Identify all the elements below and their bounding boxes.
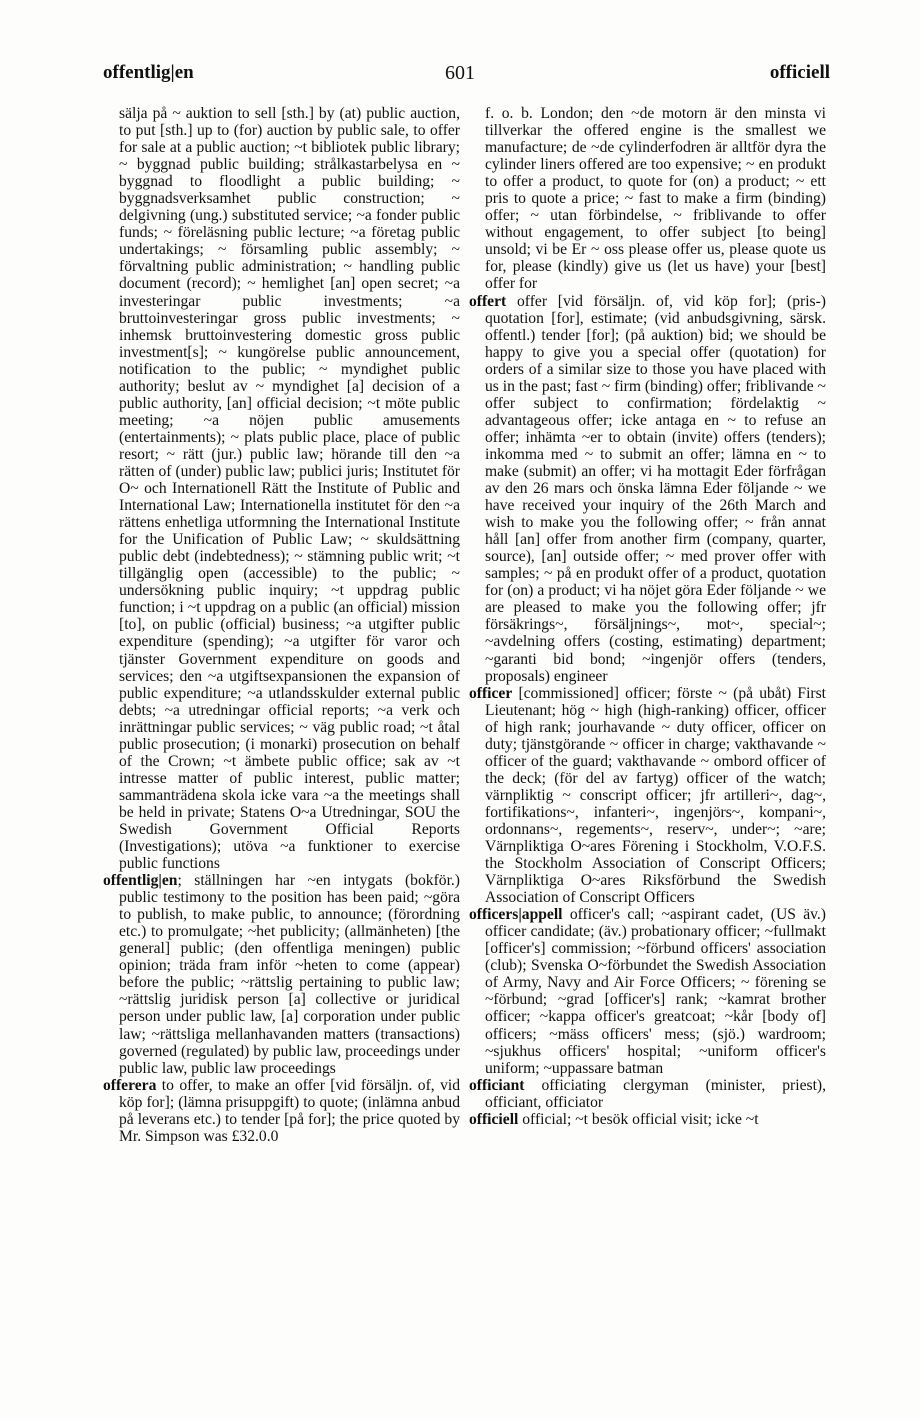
left-guide-word: offentlig|en xyxy=(103,62,194,83)
entry-headword: offentlig|en xyxy=(103,872,178,890)
entry-text: official; ~t besök official visit; icke ~t xyxy=(518,1110,759,1128)
dictionary-entry xyxy=(469,1077,826,1111)
entry-text: sälja på ~ auktion to sell [sth.] by (at) public auction, to put [sth.] up to (for) auction by public sale, to offer for sale at a public auction; ~t bibliotek public library; ~ byggnad public building; strålkastarbelysa en ~ byggnad to floodlight a public building; ~ byggnadsverksamhet public construction; ~ delgivning (ung.) substituted service; ~a fonder public funds; ~ föreläsning public lecture; ~a företag public undertakings; ~ församling public assembly; ~ förvaltning public administration; ~ handling public document (record); ~ hemlighet [an] open secret; ~a investeringar public investments; ~a bruttoinvesteringar gross public investments; ~ inhemsk bruttoinvestering domestic gross public investment[s]; ~ kungörelse public announcement, notification to the public; ~ myndighet public authority; beslut av ~ myndighet [a] decision of a public authority, [an] official decision; ~t möte public meeting; ~a nöjen public amusements (entertainments); ~ plats public place, place of public resort; ~ rätt (jur.) public law; hörande till den ~a rätten of (under) public law; publici juris; Institutet för O~ och Internationell Rätt the Institute of Public and International Law; Internationella institutet för den ~a rättens enhetliga utformning the International Institute for the Unification of Public Law; ~ skuldsättning public debt (indebtedness); ~ stämning public writ; ~t tillgänglig open (accessible) to the public; ~ undersökning public inquiry; ~t uppdrag public function; i ~t uppdrag on a public (an official) mission [to], on public (official) business; ~a utgifter public expenditure (spending); ~a utgifter för varor och tjänster Government expenditure on goods and services; den ~a utgiftsexpansionen the expansion of public expenditure; ~a utlandsskulder external public debts; ~a utredningar official reports; ~a verk och inrättningar public services; ~ väg public road; ~t åtal public prosecution; (i monarki) prosecution on behalf of the Crown; ~t ämbete public office; sak av ~t intresse matter of public interest, public matter; sammanträdena skola icke vara ~a the meetings shall be held in private; Statens O~a Utredningar, SOU the Swedish Government Official Reports (Investigations); utöva ~a funktioner to exercise public functions xyxy=(119,105,460,873)
dictionary-entry xyxy=(103,1077,460,1145)
entry-text: ; ställningen har ~en intygats (bokför.) public testimony to the position has been paid; ~göra to publish, to make public, to announce; (förordning etc.) to promulgate; ~het publicity; (allmänheten) [the general] public; (den offentliga meningen) public opinion; träda fram inför ~heten to come (appear) before the public; ~rättslig pertaining to public law; ~rättslig juridisk person [a] collective or juridical person under public law, [a] corporation under public law; ~rättsliga mellanhavanden matters (transactions) governed (regulated) by public law, proceedings under public law, public law proceedings xyxy=(119,872,460,1077)
entry-text: officer's call; ~aspirant cadet, (US äv.) officer candidate; (äv.) probationary officer; ~fullmakt [officer's] commission; ~förbund officers' association (club); Svenska O~förbundet the Swedish Association of Army, Navy and Air Force Officers; ~ förening se ~förbund; ~grad [officer's] rank; ~kamrat brother officer; ~kappa officer's greatcoat; ~kår [body of] officers; ~mäss officers' mess; (sjö.) wardroom; ~sjukhus officers' hospital; ~uniform officer's uniform; ~uppassare batman xyxy=(485,906,826,1077)
dictionary-entry xyxy=(469,105,826,293)
dictionary-entry xyxy=(469,1111,826,1128)
page-number: 601 xyxy=(445,62,475,84)
dictionary-entry xyxy=(103,105,460,872)
entry-text: [commissioned] officer; förste ~ (på ubåt) First Lieutenant; hög ~ high (high-ranking) officer, officer of high rank; jourhavande ~ duty officer, officer on duty; tjänstgörande ~ officer in charge; vakthavande ~ officer of the guard; vakthavande ~ ombord officer of the deck; (för del av fartyg) officer of the watch; värnpliktig ~ conscript officer; jfr artilleri~, dag~, fortifikations~, infanteri~, ingenjörs~, kompani~, ordonnans~, regements~, reserv~, under~; ~are; Värnpliktiga O~ares Förening i Stockholm, V.O.F.S. the Stockholm Association of Conscript Officers; Värnpliktiga O~ares Riksförbund the Swedish Association of Conscript Officers xyxy=(485,684,826,907)
dictionary-entry xyxy=(103,872,460,1077)
right-column xyxy=(469,105,826,1128)
entry-headword: offerera xyxy=(103,1076,157,1094)
dictionary-entry xyxy=(469,685,826,907)
entry-headword: offert xyxy=(469,292,507,310)
entry-text: officiating clergyman (minister, priest), officiant, officiator xyxy=(485,1076,826,1111)
entry-text: offer [vid försäljn. of, vid köp for]; (pris-) quotation [for], estimate; (vid anbudsgivning, särsk. offentl.) tender [for]; (på auktion) bid; we should be happy to give you a special offer (quotation) for orders of a similar size to those you have placed with us in the past; fast ~ firm (binding) offer; friblivande ~ offer subject to confirmation; fördelaktig ~ advantageous offer; icke antaga en ~ to refuse an offer; inhämta ~er to obtain (invite) offers (tenders); inkomma med ~ to submit an offer; lämna en ~ to make (submit) an offer; vi ha mottagit Eder förfrågan av den 26 mars och önska lämna Eder följande ~ we have received your inquiry of the 26th March and wish to make you the following offer; ~ från annat håll [an] offer from another firm (company, quarter, source), [an] outside offer; ~ med prover offer with samples; ~ på en produkt offer of a product, quotation for (on) a product; vi ha nöjet göra Eder följande ~ we are pleased to make you the following offer; jfr försäkrings~, försäljnings~, mot~, special~; ~avdelning offers (costing, estimating) department; ~garanti bid bond; ~ingenjör offers (tenders, proposals) engineer xyxy=(485,292,826,685)
entry-headword: officers|appell xyxy=(469,906,563,924)
dictionary-entry xyxy=(469,906,826,1076)
left-column xyxy=(103,105,460,1145)
entry-headword: officiant xyxy=(469,1076,525,1094)
entry-headword: officer xyxy=(469,684,513,702)
entry-headword: officiell xyxy=(469,1110,519,1128)
entry-text: to offer, to make an offer [vid försäljn. of, vid köp for]; (lämna prisuppgift) to quote; (inlämna anbud på leverans etc.) to tender [på for]; the price quoted by Mr. Simpson was £32.0.0 xyxy=(119,1076,460,1145)
entry-text: f. o. b. London; den ~de motorn är den minsta vi tillverkar the offered engine is the smallest we manufacture; de ~de cylinderfodren är alltför dyra the cylinder liners offered are too expensive; ~ en produkt to offer a product, to quote for (on) a product; ~ ett pris to quote a price; ~ fast to make a firm (binding) offer; ~ utan förbindelse, ~ friblivande to offer without engagement, to offer subject [to being] unsold; vi be Er ~ oss please offer us, please quote us for, please (kindly) give us (let us have) your [best] offer for xyxy=(485,105,826,293)
right-guide-word: officiell xyxy=(769,62,830,83)
dictionary-entry xyxy=(469,293,826,685)
